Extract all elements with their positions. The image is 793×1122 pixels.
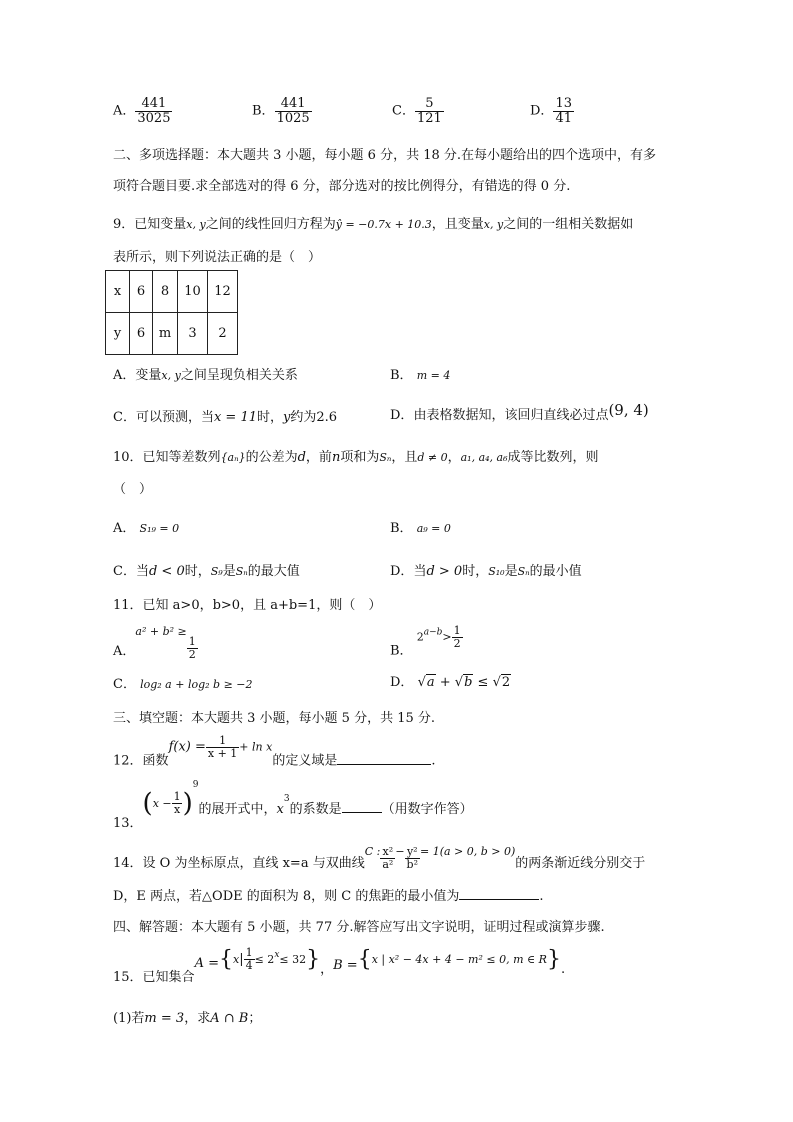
- math: d: [297, 450, 306, 465]
- q13-stem: 13．(x − $\frac{1}{x}$ )$^9$的展开式中，$x^3$的系数是 （用数字作答）: [113, 780, 473, 831]
- math: Sₙ: [379, 451, 392, 464]
- math: a: [426, 675, 435, 690]
- table-row: [106, 271, 238, 313]
- math: = 1(a > 0, b > 0): [419, 845, 516, 858]
- fraction: [275, 97, 312, 125]
- math: a² + b² ≥: [135, 625, 187, 638]
- text: 14．设 O 为坐标原点，直线 x=a 与双曲线: [113, 856, 365, 871]
- math: x: [276, 802, 284, 817]
- math: d ≠ 0: [417, 451, 448, 464]
- q15-part1: [113, 1007, 261, 1026]
- q10-paren: （ ）: [113, 482, 153, 497]
- math: x | x² − 4x + 4 − m² ≤ 0, m ∈ R: [371, 953, 547, 966]
- option-label: D．: [390, 675, 414, 690]
- q9-option-a: [113, 364, 298, 383]
- table-cell: 2: [208, 313, 238, 355]
- text: 之间呈现负相关关系: [180, 368, 298, 383]
- text: 已知变量: [134, 217, 187, 232]
- numerator: 1: [173, 790, 181, 804]
- text: 时，: [462, 564, 489, 579]
- math: S₁₉ = 0: [139, 522, 180, 535]
- option-label: D．: [390, 408, 414, 423]
- table-cell: y: [106, 313, 130, 355]
- numerator: 1: [245, 946, 253, 960]
- denominator: 1025: [276, 110, 310, 126]
- q10-stem: [113, 446, 599, 465]
- math: a₁, a₄, a₆: [460, 451, 508, 464]
- option-label: A．: [113, 521, 136, 536]
- exponent: 3: [283, 794, 290, 804]
- text: 当: [135, 564, 149, 579]
- math: x, y: [186, 218, 206, 231]
- q8-option-a: [113, 97, 172, 125]
- text: .: [431, 753, 436, 769]
- text: .: [539, 889, 544, 904]
- text: ，且变量: [431, 217, 484, 232]
- math: Sₙ: [235, 565, 248, 578]
- math: A =: [194, 956, 219, 971]
- math: A ∩ B: [210, 1011, 249, 1026]
- math: C :: [364, 845, 381, 858]
- text: 是: [222, 564, 236, 579]
- math: 2: [501, 675, 511, 690]
- text: 函数: [142, 753, 169, 769]
- text: 由表格数据知，该回归直线必过点: [413, 408, 609, 423]
- text: 可以预测，当: [135, 410, 214, 425]
- text: 已知集合: [142, 970, 195, 985]
- section2-line1: 二、多项选择题：本大题共 3 小题，每小题 6 分，共 18 分.在每小题给出的四个选项中，有多: [113, 148, 657, 163]
- math: y: [283, 410, 291, 425]
- denominator: 2: [453, 636, 461, 650]
- numerator: 13: [555, 96, 572, 111]
- exponent: a−b: [423, 627, 443, 638]
- option-label: A．: [113, 644, 136, 659]
- math: d < 0: [148, 564, 185, 579]
- text: 的最小值: [529, 564, 582, 579]
- text: 约为: [290, 410, 317, 425]
- option-label: C．: [113, 564, 136, 579]
- fraction: [405, 846, 420, 870]
- q10-option-a: [113, 517, 179, 536]
- text: 成等比数列，则: [507, 450, 599, 465]
- math: d > 0: [426, 564, 463, 579]
- math: B =: [333, 958, 358, 973]
- text: 之间的一组相关数据如: [503, 217, 634, 232]
- text: 的定义域是: [272, 753, 338, 769]
- question-number: 15．: [113, 970, 143, 985]
- text: 的最大值: [247, 564, 300, 579]
- denominator: 4: [245, 959, 253, 972]
- answer-blank[interactable]: [459, 899, 539, 900]
- table-row: [106, 313, 238, 355]
- math: ≤ 2: [254, 953, 275, 966]
- text: ，前: [305, 450, 332, 465]
- q9-stem: [113, 213, 633, 232]
- math: (9, 4): [608, 401, 649, 419]
- math: m = 4: [416, 369, 451, 382]
- q10-option-c: [113, 560, 300, 579]
- question-number: 13．: [113, 816, 143, 831]
- exponent: 9: [192, 780, 199, 790]
- option-label: B．: [390, 368, 413, 383]
- q11-option-c: [113, 673, 253, 692]
- option-label: A．: [113, 368, 136, 383]
- text: ，: [447, 450, 461, 465]
- option-label: D．: [530, 103, 554, 119]
- text: 当: [413, 564, 427, 579]
- denominator: x: [174, 803, 181, 816]
- q10-option-b: [390, 517, 451, 536]
- table-cell: m: [153, 313, 178, 355]
- fraction: [244, 947, 255, 971]
- section3-heading: 三、填空题：本大题共 3 小题，每小题 5 分，共 15 分.: [113, 711, 436, 726]
- fraction: [380, 846, 395, 870]
- fraction: [452, 625, 463, 649]
- option-label: C．: [113, 677, 136, 692]
- regression-equation: ŷ = −0.7x + 10.3: [335, 218, 432, 231]
- math: x = 11: [213, 410, 257, 425]
- text: ，且: [391, 450, 418, 465]
- text: 项和为: [340, 450, 380, 465]
- data-table: [105, 270, 238, 355]
- text: ，: [320, 962, 334, 977]
- math: 2.6: [316, 410, 338, 425]
- math: S₉: [210, 565, 223, 578]
- table-cell: 8: [153, 271, 178, 313]
- fraction: [187, 636, 198, 660]
- q11-stem: 11．已知 a>0，b>0，且 a+b=1，则（ ）: [113, 598, 382, 613]
- text: .: [560, 962, 566, 977]
- q14-line2: [113, 885, 544, 904]
- exponent: x: [274, 950, 280, 960]
- text: 的两条渐近线分别交于: [515, 856, 646, 871]
- option-label: C．: [392, 103, 415, 119]
- numerator: 5: [425, 96, 434, 111]
- table-cell: 10: [178, 271, 208, 313]
- fraction: [553, 97, 574, 125]
- answer-blank[interactable]: [337, 764, 431, 765]
- answer-blank[interactable]: [342, 812, 382, 813]
- math: n: [331, 450, 341, 465]
- option-label: C．: [113, 410, 136, 425]
- math: x −: [152, 797, 172, 810]
- text: 是: [504, 564, 518, 579]
- numerator: 1: [453, 624, 461, 637]
- q11-option-b: [390, 625, 463, 659]
- option-label: B．: [390, 643, 413, 659]
- math: b: [464, 675, 473, 690]
- q12-stem: [113, 735, 435, 769]
- denominator: 2: [188, 647, 196, 661]
- q15-stem: 15．已知集合A ={x| $\frac{1}{4}$ ≤ $2^x\le 32$}，B ={x | x² − 4x + 4 − m² ≤ 0, m ∈ R}.: [113, 946, 566, 985]
- option-label: B．: [390, 521, 413, 536]
- math: m = 3: [144, 1011, 185, 1026]
- question-number: 9．: [113, 217, 135, 232]
- denominator: a²: [382, 857, 394, 871]
- q9-option-c: [113, 406, 337, 425]
- fraction: [415, 97, 444, 125]
- table-cell: x: [106, 271, 130, 313]
- math: {aₙ}: [220, 451, 246, 464]
- q11-option-a: [113, 625, 198, 660]
- text: 的公差为: [245, 450, 298, 465]
- fraction: [206, 735, 239, 759]
- text: 的展开式中，: [198, 802, 277, 817]
- text: 变量: [135, 368, 162, 383]
- q11-option-d: D． √a + √b ≤ √2: [390, 675, 511, 690]
- question-number: 12．: [113, 753, 143, 769]
- numerator: 1: [219, 734, 227, 747]
- math: S₁₀: [488, 565, 505, 578]
- numerator: x²: [382, 845, 394, 858]
- math: a₉ = 0: [416, 522, 451, 535]
- q8-option-c: [392, 97, 444, 125]
- text: (1)若: [113, 1011, 145, 1026]
- q8-option-d: [530, 97, 574, 125]
- fraction: [135, 97, 172, 125]
- numerator: 441: [280, 96, 306, 111]
- text: 时，: [257, 410, 284, 425]
- text: 的系数是: [289, 802, 342, 817]
- math: x, y: [483, 218, 504, 231]
- text: ，求: [184, 1011, 211, 1026]
- table-cell: 6: [130, 271, 153, 313]
- math: + ln x: [239, 740, 273, 754]
- math: >: [442, 630, 452, 644]
- q9-option-d: [390, 401, 649, 423]
- text: ；: [248, 1011, 262, 1026]
- q9-option-b: [390, 364, 450, 383]
- option-label: A．: [113, 103, 136, 119]
- text: （用数字作答）: [381, 802, 473, 817]
- math: x, y: [161, 369, 181, 382]
- table-cell: 6: [130, 313, 153, 355]
- math: −: [395, 845, 405, 858]
- denominator: 121: [416, 110, 442, 126]
- q9-stem-line2: 表所示，则下列说法正确的是（ ）: [113, 250, 322, 265]
- fraction: [172, 791, 183, 815]
- denominator: 3025: [137, 110, 171, 126]
- q8-option-b: [252, 97, 312, 125]
- math: f(x) =: [168, 739, 206, 755]
- math: log₂ a + log₂ b ≥ −2: [140, 678, 253, 691]
- section2-line2: 项符合题目要.求全部选对的得 6 分，部分选对的按比例得分，有错选的得 0 分.: [113, 179, 571, 194]
- q10-option-d: [390, 560, 582, 579]
- section4-heading: 四、解答题：本大题有 5 小题，共 77 分.解答应写出文字说明，证明过程或演算步骤.: [113, 920, 605, 935]
- numerator: 1: [188, 635, 196, 648]
- table-cell: 12: [208, 271, 238, 313]
- text: D，E 两点，若△ODE 的面积为 8，则 C 的焦距的最小值为: [113, 889, 460, 904]
- denominator: x + 1: [207, 746, 238, 760]
- question-number: 10．: [113, 450, 143, 465]
- option-label: B．: [252, 103, 275, 119]
- denominator: b²: [406, 857, 418, 871]
- math: x: [232, 953, 240, 966]
- numerator: y²: [406, 845, 418, 858]
- math: 2: [416, 630, 424, 644]
- denominator: 41: [555, 110, 572, 126]
- table-cell: 3: [178, 313, 208, 355]
- q14-stem: [113, 845, 645, 871]
- math: ≤ 32: [279, 953, 307, 966]
- numerator: 441: [141, 96, 167, 111]
- option-label: D．: [390, 564, 414, 579]
- text: 已知等差数列: [142, 450, 221, 465]
- text: 时，: [184, 564, 211, 579]
- math: Sₙ: [517, 565, 530, 578]
- text: 之间的线性回归方程为: [205, 217, 336, 232]
